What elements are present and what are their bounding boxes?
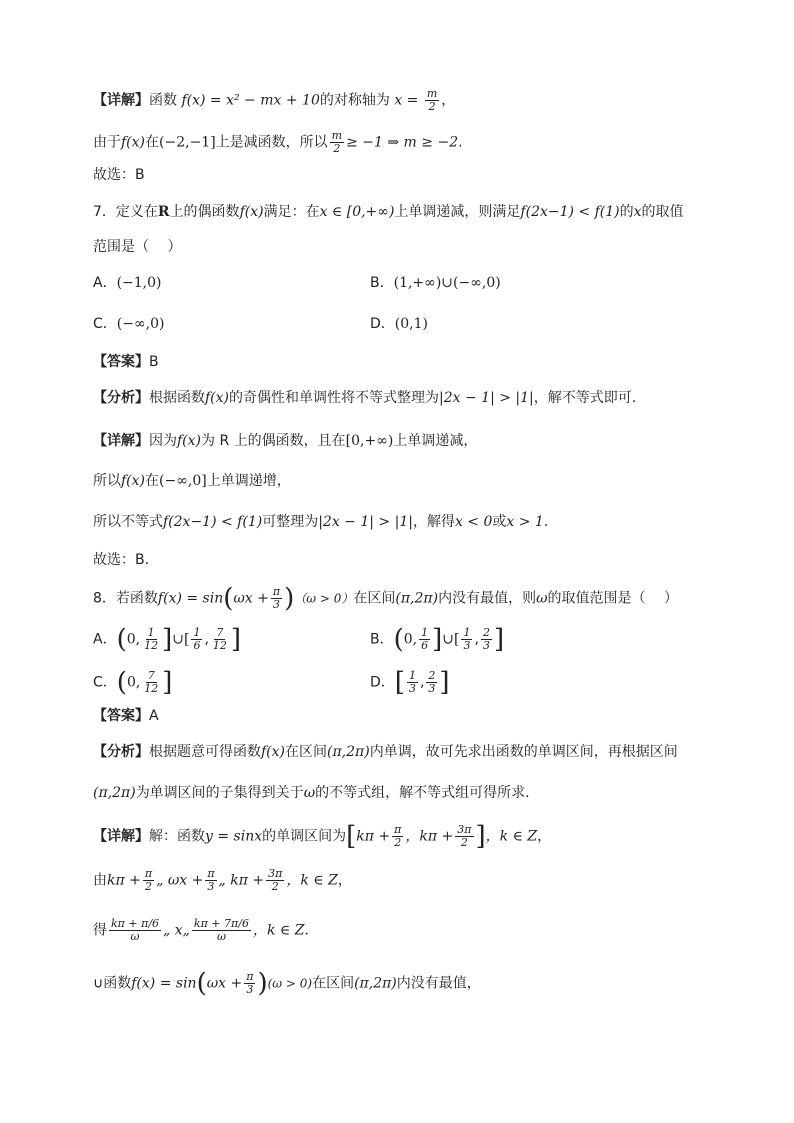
q7-option-c: C．(−∞,0) [93, 316, 165, 332]
q7-select: 故选：B. [93, 552, 150, 568]
question-7-stem-cont: 范围是（ ） [93, 239, 182, 255]
q8-option-b: B．(0, $\frac{1}{6}$ ]∪[ $\frac{1}{3}$ , $\frac{2}{3}$ ] [370, 624, 505, 655]
fraction: $\frac{m}{2}$ [426, 87, 438, 113]
q8-analysis-1: 【分析】根据题意可得函数f(x)在区间(π,2π)内单调，故可先求出函数的单调区间，再根据区间 [93, 744, 678, 760]
q8-detail-1: 【详解】解：函数y = sinx的单调区间为[kπ + $\frac{\pi}{2}$ ，kπ + $\frac{3\pi}{2}$ ]，k ∈ Z， [93, 821, 552, 852]
q7-detail-3: 所以不等式f(2x−1) < f(1)可整理为|2x − 1| > |1|，解得x < 0或x > 1. [93, 514, 549, 530]
q8-detail-3: 得 $\frac{k\pi + \pi/6}{\omega}$ „ x„ $\frac{k\pi + 7\pi/6}{\omega}$ ，k ∈ Z． [93, 917, 319, 943]
q8-answer: 【答案】A [93, 708, 159, 724]
q8-analysis-2: (π,2π)为单调区间的子集得到关于ω的不等式组，解不等式组可得所求． [93, 785, 540, 801]
detail-line-2: 由于f(x)在(−2,−1]上是减函数，所以 $\frac{m}{2}$ ≥ −1 ⇒ m ≥ −2. [93, 129, 463, 155]
q7-analysis: 【分析】根据函数f(x)的奇偶性和单调性将不等式整理为|2x − 1| > |1|，解不等式即可. [93, 390, 637, 406]
q8-detail-4: ∪函数f(x) = sin(ωx + $\frac{\pi}{3}$ )(ω > 0)在区间(π,2π)内没有最值， [93, 968, 481, 999]
q7-answer: 【答案】B [93, 354, 159, 370]
q7-option-d: D．(0,1) [370, 316, 428, 332]
q8-option-a: A．(0, $\frac{1}{12}$ ]∪[ $\frac{1}{6}$ , $\frac{7}{12}$ ] [93, 624, 242, 655]
q7-option-a: A．(−1,0) [93, 275, 162, 291]
q7-detail-1: 【详解】因为f(x)为 R 上的偶函数，且在[0,+∞)上单调递减， [93, 433, 478, 449]
q7-option-b: B．(1,+∞)∪(−∞,0) [370, 275, 501, 291]
q8-detail-2: 由kπ + $\frac{\pi}{2}$ „ ωx + $\frac{\pi}{3}$ „ kπ + $\frac{3\pi}{2}$ ，k ∈ Z， [93, 867, 352, 893]
question-7-stem: 7．定义在R上的偶函数f(x)满足：在x ∈ [0,+∞)上单调递减，则满足f(2x−1) < f(1)的x的取值 [93, 204, 684, 220]
select-line: 故选：B [93, 167, 145, 183]
detail-tag: 【详解】 [93, 92, 149, 109]
q8-option-c: C．(0, $\frac{7}{12}$ ] [93, 667, 173, 698]
question-8-stem: 8．若函数f(x) = sin(ωx + $\frac{\pi}{3}$ )（ω > 0）在区间(π,2π)内没有最值，则ω的取值范围是（ ） [93, 583, 678, 614]
q7-detail-2: 所以f(x)在(−∞,0]上单调递增， [93, 473, 291, 489]
fraction: $\frac{m}{2}$ [331, 129, 343, 155]
detail-line-1: 【详解】函数 f(x) = x² − mx + 10的对称轴为 x = $\frac{m}{2}$ ， [93, 87, 456, 113]
q8-option-d: D．[ $\frac{1}{3}$ , $\frac{2}{3}$ ] [370, 667, 450, 698]
